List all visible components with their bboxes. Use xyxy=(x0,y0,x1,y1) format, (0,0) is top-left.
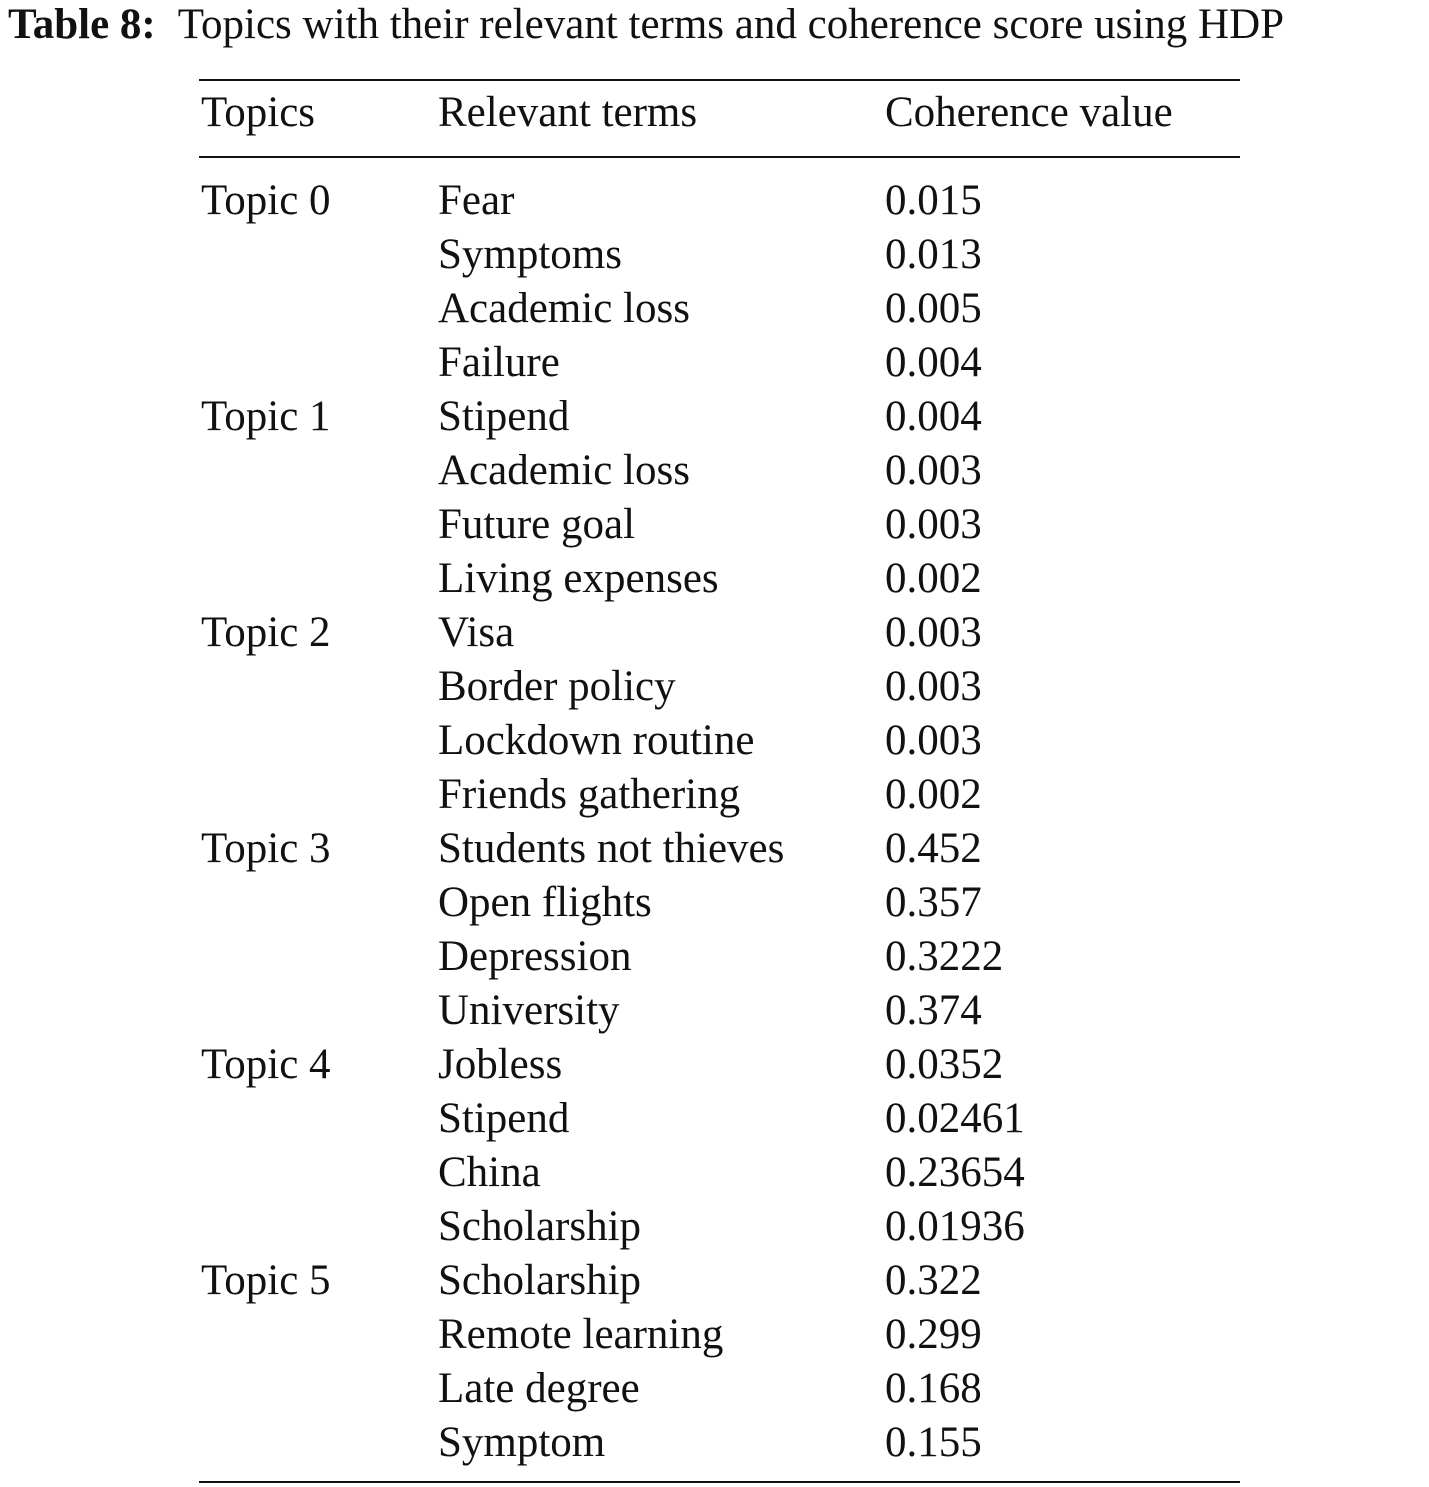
term-cell: Scholarship xyxy=(438,1257,642,1304)
coherence-value-cell: 0.003 xyxy=(885,501,982,548)
table-row xyxy=(0,174,1429,228)
table-row xyxy=(0,1038,1429,1092)
term-cell: Late degree xyxy=(438,1365,640,1412)
term-cell: Remote learning xyxy=(438,1311,724,1358)
term-cell: Friends gathering xyxy=(438,771,741,818)
topic-cell: Topic 0 xyxy=(201,177,331,224)
term-cell: Students not thieves xyxy=(438,825,785,872)
term-cell: Symptoms xyxy=(438,231,622,278)
coherence-value-cell: 0.0352 xyxy=(885,1041,1004,1088)
table-caption xyxy=(8,0,1426,50)
table-row xyxy=(0,444,1429,498)
table-row xyxy=(0,876,1429,930)
coherence-value-cell: 0.013 xyxy=(885,231,982,278)
term-cell: University xyxy=(438,987,620,1034)
coherence-value-cell: 0.002 xyxy=(885,771,982,818)
table-row xyxy=(0,714,1429,768)
coherence-value-cell: 0.23654 xyxy=(885,1149,1025,1196)
term-cell: Open flights xyxy=(438,879,652,926)
table-row xyxy=(0,1092,1429,1146)
table-header xyxy=(0,86,1429,142)
table-row xyxy=(0,930,1429,984)
table-row xyxy=(0,822,1429,876)
table-bottom-rule xyxy=(199,1481,1240,1483)
coherence-value-cell: 0.003 xyxy=(885,717,982,764)
coherence-value-cell: 0.452 xyxy=(885,825,982,872)
table-row xyxy=(0,1308,1429,1362)
term-cell: Depression xyxy=(438,933,632,980)
table-row xyxy=(0,1362,1429,1416)
coherence-value-cell: 0.015 xyxy=(885,177,982,224)
term-cell: Lockdown routine xyxy=(438,717,755,764)
term-cell: Stipend xyxy=(438,393,570,440)
table-header-rule xyxy=(199,156,1240,158)
term-cell: Scholarship xyxy=(438,1203,642,1250)
coherence-value-cell: 0.01936 xyxy=(885,1203,1025,1250)
coherence-value-cell: 0.168 xyxy=(885,1365,982,1412)
table-row xyxy=(0,498,1429,552)
coherence-value-cell: 0.322 xyxy=(885,1257,982,1304)
table-row xyxy=(0,552,1429,606)
coherence-value-cell: 0.02461 xyxy=(885,1095,1025,1142)
header-relevant-terms: Relevant terms xyxy=(438,89,698,136)
topic-cell: Topic 4 xyxy=(201,1041,331,1088)
term-cell: Failure xyxy=(438,339,560,386)
coherence-value-cell: 0.003 xyxy=(885,447,982,494)
term-cell: Jobless xyxy=(438,1041,563,1088)
term-cell: China xyxy=(438,1149,541,1196)
header-topics: Topics xyxy=(201,89,316,136)
coherence-value-cell: 0.003 xyxy=(885,663,982,710)
table-row xyxy=(0,660,1429,714)
table-row xyxy=(0,984,1429,1038)
coherence-value-cell: 0.005 xyxy=(885,285,982,332)
term-cell: Future goal xyxy=(438,501,636,548)
term-cell: Living expenses xyxy=(438,555,719,602)
coherence-value-cell: 0.004 xyxy=(885,393,982,440)
term-cell: Academic loss xyxy=(438,447,690,494)
term-cell: Fear xyxy=(438,177,515,224)
coherence-value-cell: 0.374 xyxy=(885,987,982,1034)
coherence-value-cell: 0.004 xyxy=(885,339,982,386)
coherence-value-cell: 0.357 xyxy=(885,879,982,926)
coherence-value-cell: 0.155 xyxy=(885,1419,982,1466)
coherence-value-cell: 0.299 xyxy=(885,1311,982,1358)
table-row xyxy=(0,228,1429,282)
coherence-value-cell: 0.003 xyxy=(885,609,982,656)
table-row xyxy=(0,282,1429,336)
topic-cell: Topic 2 xyxy=(201,609,331,656)
header-coherence-value: Coherence value xyxy=(885,89,1173,136)
topic-cell: Topic 5 xyxy=(201,1257,331,1304)
coherence-value-cell: 0.002 xyxy=(885,555,982,602)
table-row xyxy=(0,768,1429,822)
table-row xyxy=(0,1416,1429,1470)
table-body xyxy=(0,174,1429,1470)
table-row xyxy=(0,606,1429,660)
table-caption-text: Topics with their relevant terms and coherence score using HDP xyxy=(177,1,1285,48)
table-row xyxy=(0,336,1429,390)
topic-cell: Topic 1 xyxy=(201,393,331,440)
table-caption-label: Table 8: xyxy=(8,1,156,48)
topic-cell: Topic 3 xyxy=(201,825,331,872)
table-row xyxy=(0,1200,1429,1254)
term-cell: Stipend xyxy=(438,1095,570,1142)
table-row xyxy=(0,1254,1429,1308)
table-top-rule xyxy=(199,79,1240,81)
table-row xyxy=(0,1146,1429,1200)
term-cell: Symptom xyxy=(438,1419,606,1466)
coherence-value-cell: 0.3222 xyxy=(885,933,1004,980)
table-row xyxy=(0,390,1429,444)
term-cell: Academic loss xyxy=(438,285,690,332)
term-cell: Border policy xyxy=(438,663,676,710)
term-cell: Visa xyxy=(438,609,515,656)
